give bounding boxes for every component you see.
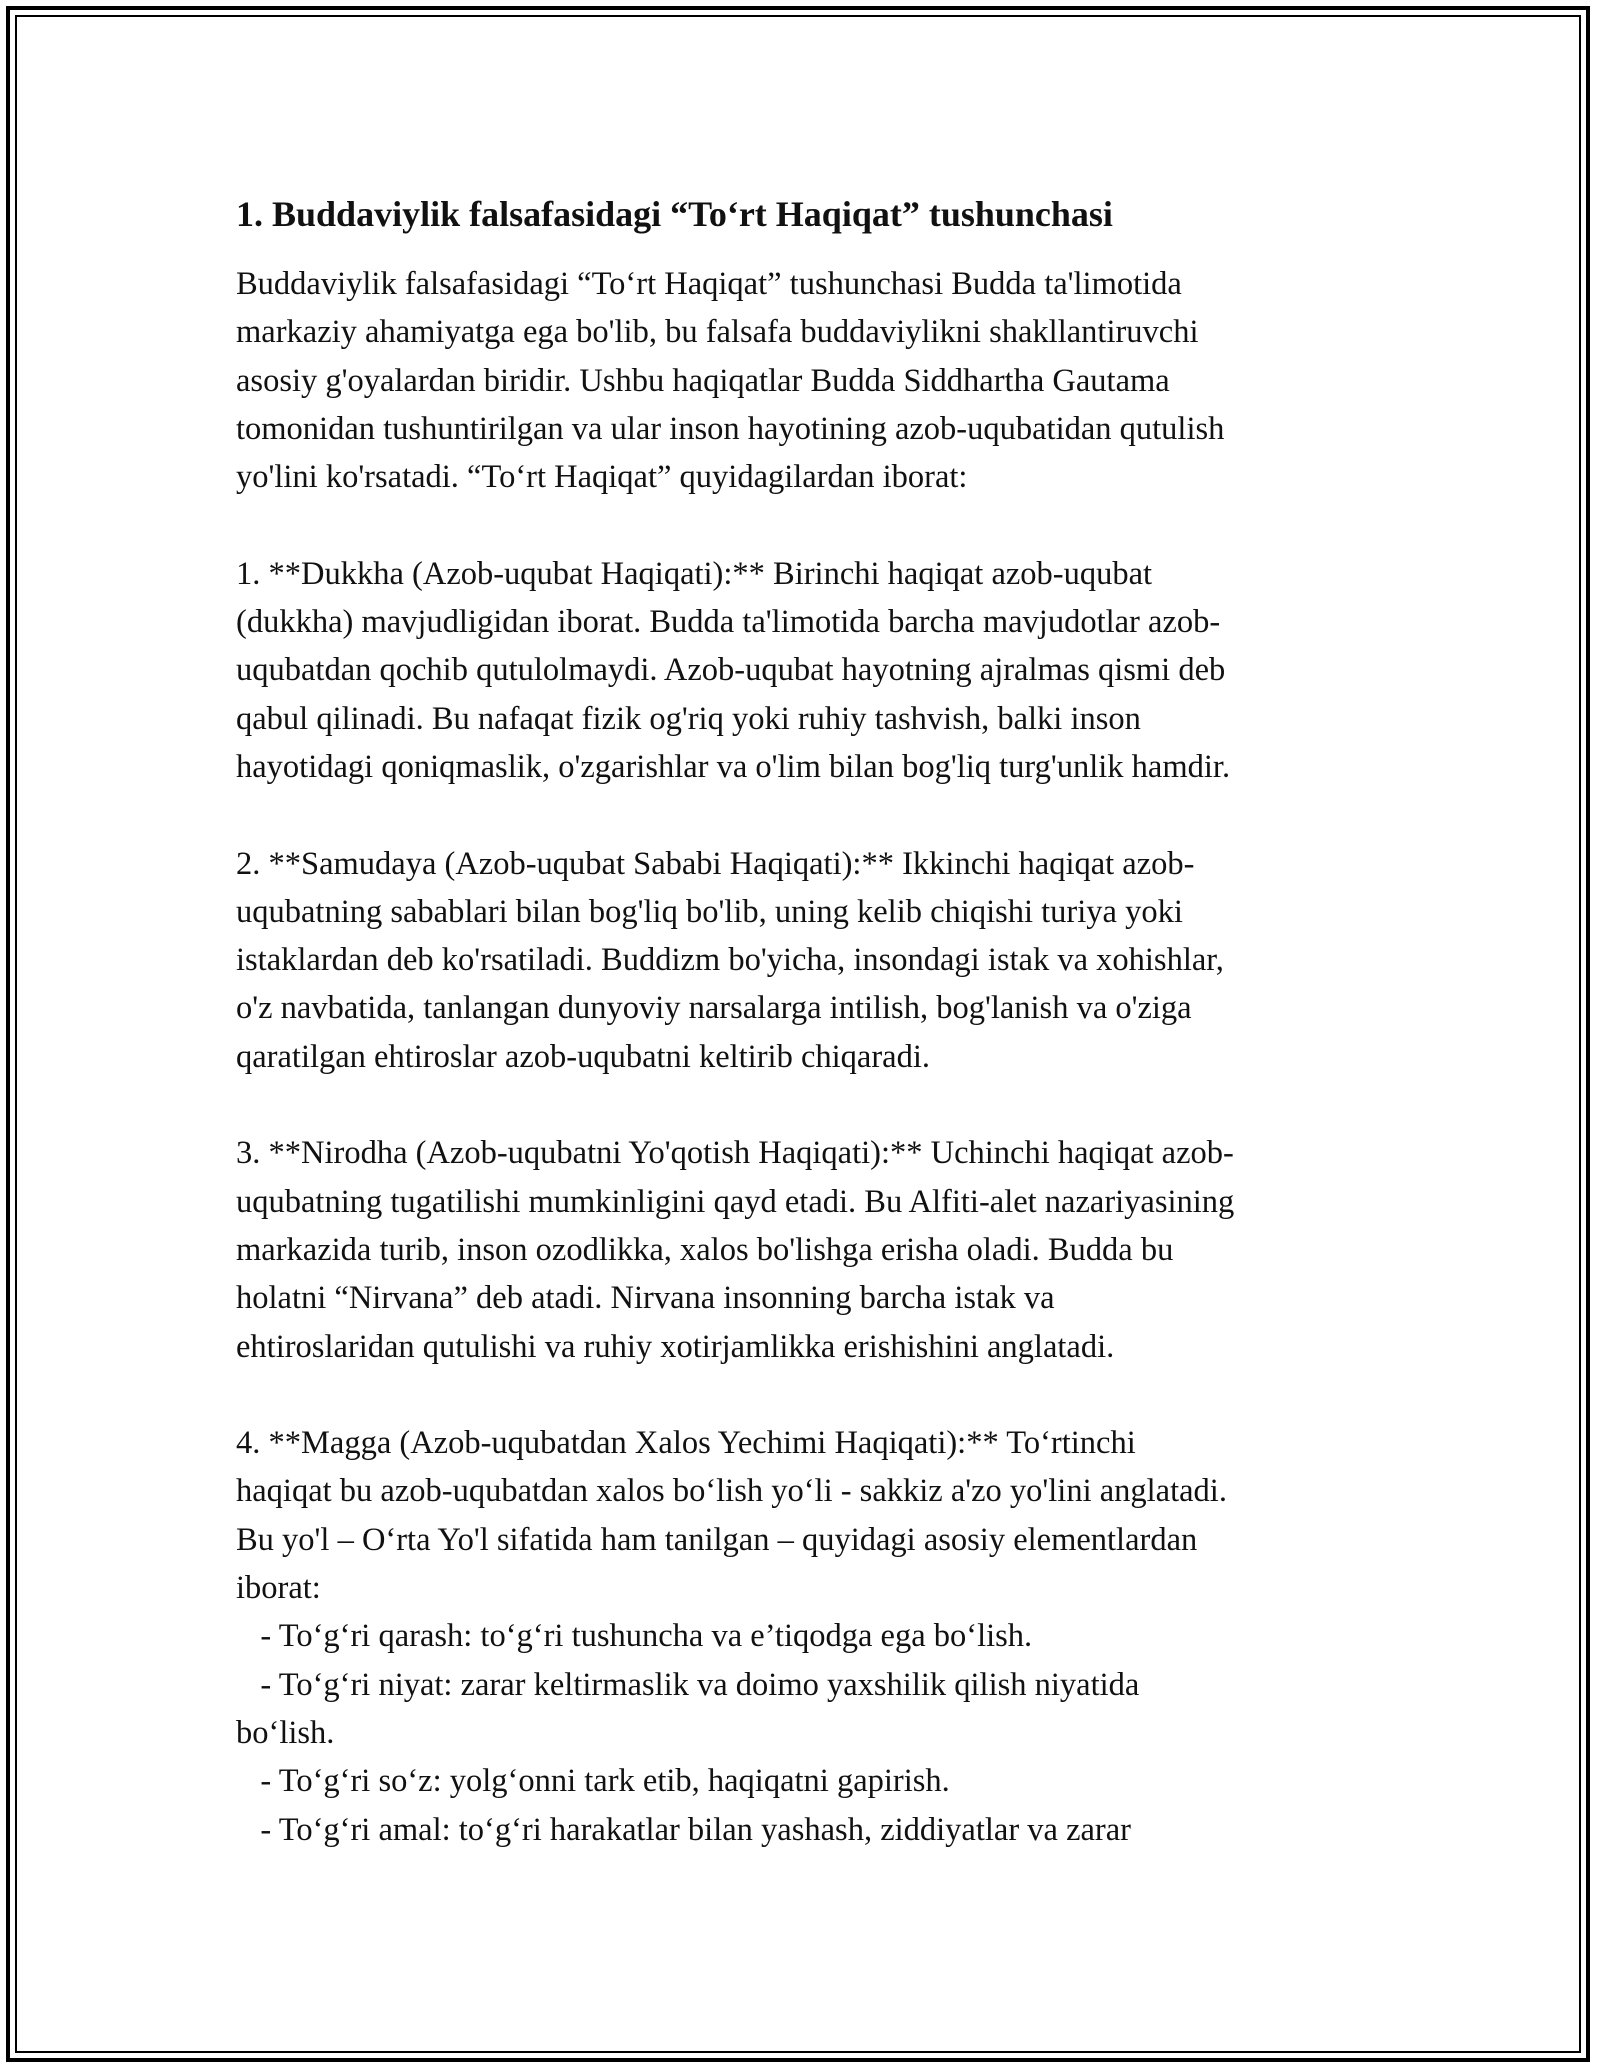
document-title: 1. Buddaviylik falsafasidagi “To‘rt Haqiqat” tushunchasi (236, 194, 1113, 234)
text-line: Bu yo'l – O‘rta Yo'l sifatida ham tanilgan – quyidagi asosiy elementlardan (236, 1521, 1198, 1558)
text-line: uqubatning tugatilishi mumkinligini qayd etadi. Bu Alfiti-alet nazariyasining (236, 1183, 1235, 1220)
text-line: markazida turib, inson ozodlikka, xalos bo'lishga erisha oladi. Budda bu (236, 1231, 1174, 1268)
text-line: ehtiroslaridan qutulishi va ruhiy xotirjamlikka erishishini anglatadi. (236, 1328, 1115, 1365)
text-line: o'z navbatida, tanlangan dunyoviy narsalarga intilish, bog'lanish va o'ziga (236, 990, 1192, 1027)
paragraph-spacer (236, 501, 1386, 549)
text-line: iborat: (236, 1570, 321, 1607)
text-line: holatni “Nirvana” deb atadi. Nirvana insonning barcha istak va (236, 1280, 1055, 1317)
text-line: uqubatning sabablari bilan bog'liq bo'lib, uning kelib chiqishi turiya yoki (236, 893, 1183, 930)
text-line: bo‘lish. (236, 1714, 335, 1751)
list-item: - To‘g‘ri niyat: zarar keltirmaslik va doimo yaxshilik qilish niyatida (236, 1666, 1140, 1703)
truth-samudaya-paragraph (236, 840, 1386, 1081)
truth-nirodha-paragraph (236, 1129, 1386, 1370)
text-line: yo'lini ko'rsatadi. “To‘rt Haqiqat” quyidagilardan iborat: (236, 459, 968, 496)
text-line: (dukkha) mavjudligidan iborat. Budda ta'limotida barcha mavjudotlar azob- (236, 604, 1221, 641)
paragraph-spacer (236, 1081, 1386, 1129)
paragraph-spacer (236, 1371, 1386, 1419)
text-line: markaziy ahamiyatga ega bo'lib, bu falsafa buddaviylikni shakllantiruvchi (236, 314, 1199, 351)
text-line: 3. **Nirodha (Azob-uqubatni Yo'qotish Haqiqati):** Uchinchi haqiqat azob- (236, 1135, 1234, 1172)
text-line: qabul qilinadi. Bu nafaqat fizik og'riq yoki ruhiy tashvish, balki inson (236, 700, 1141, 737)
text-line: istaklardan deb ko'rsatiladi. Buddizm bo'yicha, insondagi istak va xohishlar, (236, 942, 1224, 979)
text-line: 1. **Dukkha (Azob-uqubat Haqiqati):** Birinchi haqiqat azob-uqubat (236, 555, 1153, 592)
text-line: 4. **Magga (Azob-uqubatdan Xalos Yechimi Haqiqati):** To‘rtinchi (236, 1425, 1136, 1462)
text-line: Buddaviylik falsafasidagi “To‘rt Haqiqat” tushunchasi Budda ta'limotida (236, 266, 1182, 302)
document-page (236, 188, 1386, 1854)
list-item: - To‘g‘ri amal: to‘g‘ri harakatlar bilan yashash, ziddiyatlar va zarar (236, 1811, 1132, 1848)
text-line: hayotidagi qoniqmaslik, o'zgarishlar va o'lim bilan bog'liq turg'unlik hamdir. (236, 748, 1231, 785)
text-line: uqubatdan qochib qutulolmaydi. Azob-uqubat hayotning ajralmas qismi deb (236, 652, 1226, 689)
list-item: - To‘g‘ri so‘z: yolg‘onni tark etib, haqiqatni gapirish. (236, 1763, 950, 1800)
truth-magga-paragraph (236, 1419, 1386, 1854)
text-line: asosiy g'oyalardan biridir. Ushbu haqiqatlar Budda Siddhartha Gautama (236, 362, 1170, 399)
text-line: qaratilgan ehtiroslar azob-uqubatni keltirib chiqaradi. (236, 1038, 930, 1075)
text-line: tomonidan tushuntirilgan va ular inson hayotining azob-uqubatidan qutulish (236, 410, 1225, 447)
list-item: - To‘g‘ri qarash: to‘g‘ri tushuncha va e’tiqodga ega bo‘lish. (236, 1618, 1033, 1655)
text-line: 2. **Samudaya (Azob-uqubat Sababi Haqiqati):** Ikkinchi haqiqat azob- (236, 845, 1195, 882)
paragraph-spacer (236, 791, 1386, 839)
truth-dukkha-paragraph (236, 550, 1386, 791)
intro-paragraph (236, 260, 1386, 501)
text-line: haqiqat bu azob-uqubatdan xalos bo‘lish yo‘li - sakkiz a'zo yo'lini anglatadi. (236, 1473, 1227, 1510)
